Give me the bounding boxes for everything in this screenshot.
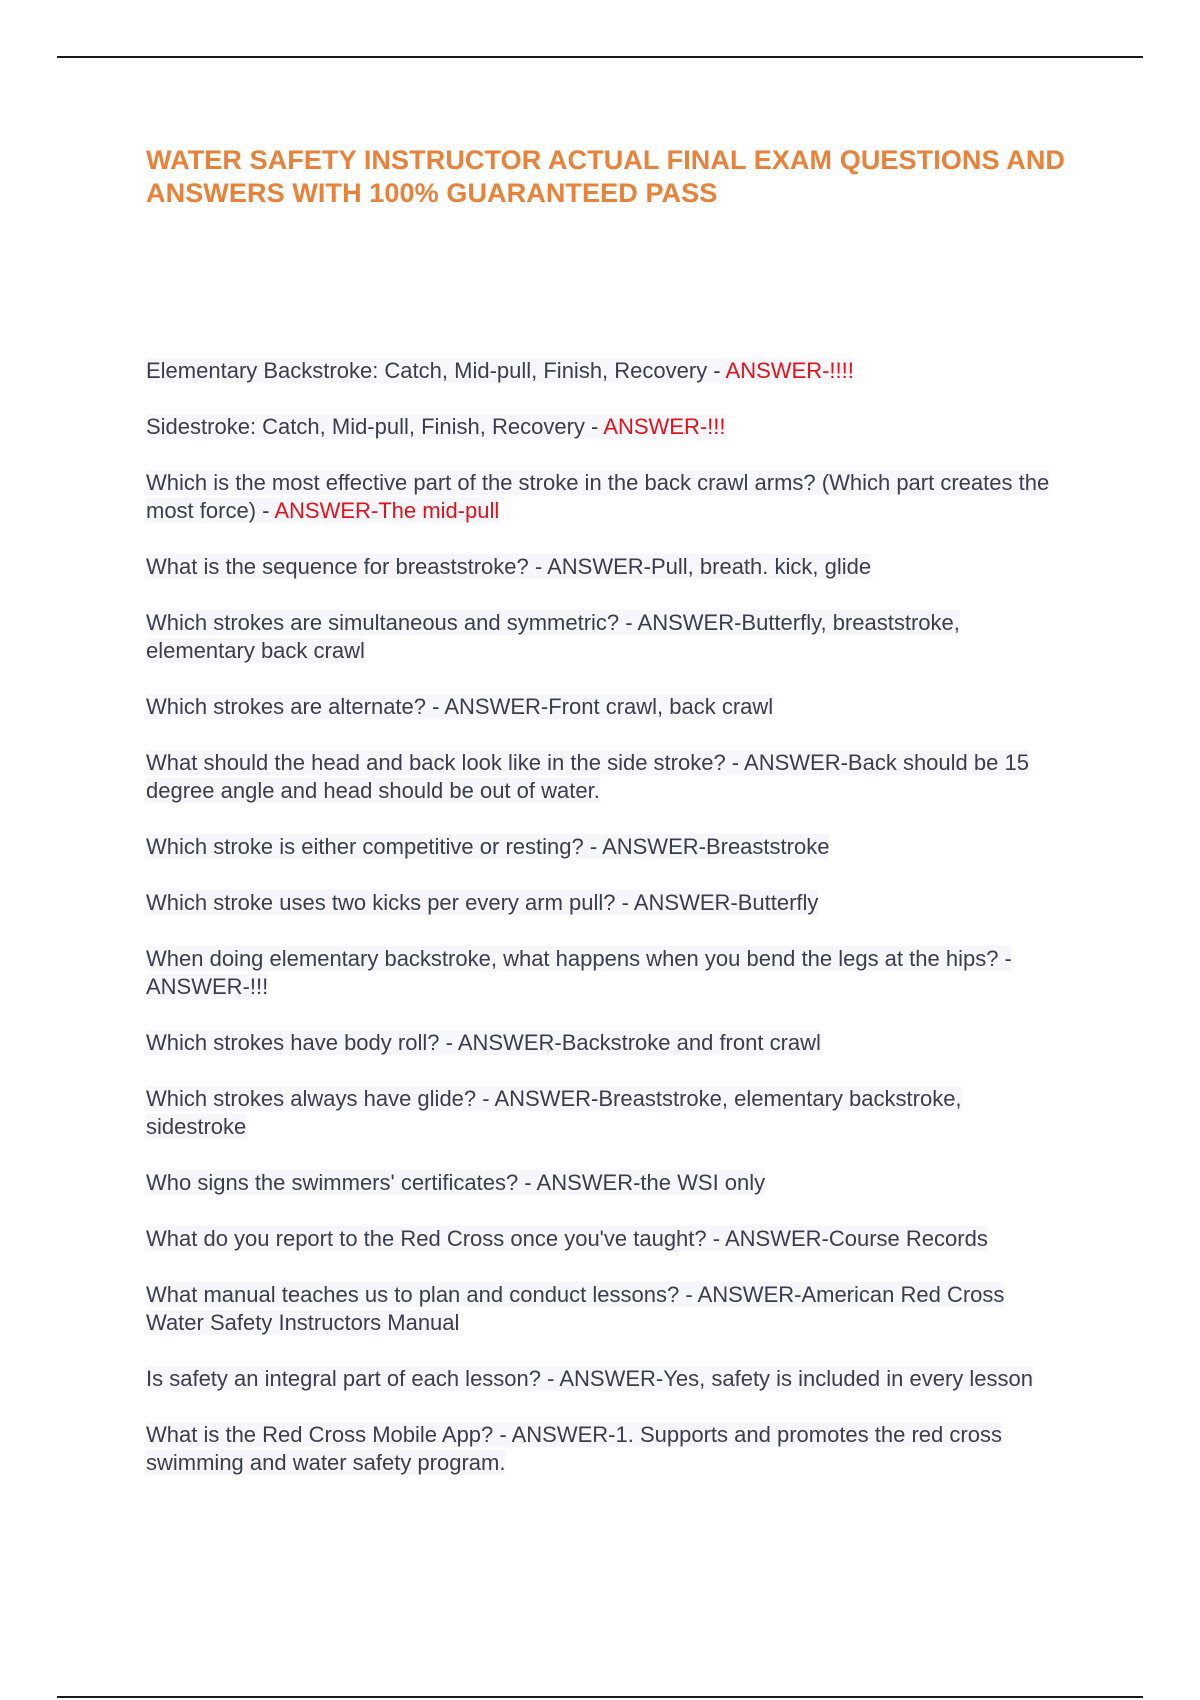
qa-item	[146, 1169, 1066, 1197]
question-text: Elementary Backstroke: Catch, Mid-pull, Finish, Recovery -	[146, 358, 726, 383]
qa-item	[146, 693, 1066, 721]
question-text: Sidestroke: Catch, Mid-pull, Finish, Recovery -	[146, 414, 604, 439]
bottom-rule	[57, 1696, 1143, 1698]
answer-text: ANSWER-!!!	[146, 974, 269, 999]
qa-text	[146, 1226, 988, 1251]
qa-item	[146, 1085, 1066, 1141]
qa-item	[146, 357, 1066, 385]
qa-item	[146, 889, 1066, 917]
answer-text: ANSWER-Front crawl, back crawl	[444, 694, 774, 719]
question-text: When doing elementary backstroke, what happens when you bend the legs at the hips? -	[146, 946, 1012, 971]
answer-text: ANSWER-Breaststroke, elementary backstroke, sidestroke	[146, 1086, 962, 1139]
qa-item	[146, 1281, 1066, 1337]
qa-text	[146, 610, 960, 663]
answer-text: ANSWER-Pull, breath. kick, glide	[547, 554, 872, 579]
qa-text	[146, 946, 1012, 999]
qa-text	[146, 1170, 765, 1195]
answer-text: ANSWER-Back should be 15 degree angle and head should be out of water.	[146, 750, 1029, 803]
qa-text	[146, 1030, 821, 1055]
qa-item	[146, 1029, 1066, 1057]
answer-text: ANSWER-Breaststroke	[602, 834, 830, 859]
qa-item	[146, 609, 1066, 665]
qa-item	[146, 1225, 1066, 1253]
qa-list	[146, 357, 1066, 1505]
question-text: Which strokes are simultaneous and symmetric? -	[146, 610, 638, 635]
question-text: Is safety an integral part of each lesson? -	[146, 1366, 560, 1391]
qa-text	[146, 834, 829, 859]
qa-text	[146, 890, 818, 915]
answer-text: ANSWER-Yes, safety is included in every lesson	[559, 1366, 1033, 1391]
answer-text: ANSWER-The mid-pull	[274, 498, 500, 523]
question-text: What should the head and back look like in the side stroke? -	[146, 750, 745, 775]
answer-text: ANSWER-Butterfly, breaststroke, elementary back crawl	[146, 610, 960, 663]
answer-text: ANSWER-Butterfly	[633, 890, 819, 915]
qa-item	[146, 749, 1066, 805]
qa-text	[146, 414, 726, 439]
document-title: WATER SAFETY INSTRUCTOR ACTUAL FINAL EXAM QUESTIONS AND ANSWERS WITH 100% GUARANTEED PASS	[146, 145, 1066, 208]
qa-text	[146, 358, 854, 383]
answer-text: ANSWER-Backstroke and front crawl	[457, 1030, 821, 1055]
qa-text	[146, 1086, 962, 1139]
qa-item	[146, 1421, 1066, 1477]
answer-text: ANSWER-the WSI only	[536, 1170, 766, 1195]
qa-item	[146, 945, 1066, 1001]
qa-item	[146, 833, 1066, 861]
question-text: Which strokes have body roll? -	[146, 1030, 458, 1055]
qa-text	[146, 554, 871, 579]
qa-text	[146, 470, 1049, 523]
qa-text	[146, 1282, 1004, 1335]
answer-text: ANSWER-1. Supports and promotes the red cross swimming and water safety program.	[146, 1422, 1002, 1475]
question-text: Which is the most effective part of the stroke in the back crawl arms? (Which part creates the most force) -	[146, 470, 1050, 523]
question-text: Which stroke is either competitive or resting? -	[146, 834, 603, 859]
question-text: What do you report to the Red Cross once you've taught? -	[146, 1226, 725, 1251]
answer-text: ANSWER-American Red Cross Water Safety Instructors Manual	[146, 1282, 1005, 1335]
question-text: What manual teaches us to plan and conduct lessons? -	[146, 1282, 698, 1307]
question-text: Who signs the swimmers' certificates? -	[146, 1170, 537, 1195]
question-text: Which strokes are alternate? -	[146, 694, 445, 719]
qa-text	[146, 694, 773, 719]
answer-text: ANSWER-!!!!	[725, 358, 854, 383]
qa-item	[146, 553, 1066, 581]
answer-text: ANSWER-!!!	[603, 414, 726, 439]
question-text: What is the Red Cross Mobile App? -	[146, 1422, 512, 1447]
top-rule	[57, 56, 1143, 58]
qa-item	[146, 1365, 1066, 1393]
question-text: Which strokes always have glide? -	[146, 1086, 495, 1111]
qa-text	[146, 750, 1029, 803]
qa-item	[146, 469, 1066, 525]
question-text: Which stroke uses two kicks per every arm pull? -	[146, 890, 634, 915]
qa-text	[146, 1422, 1002, 1475]
qa-item	[146, 413, 1066, 441]
question-text: What is the sequence for breaststroke? -	[146, 554, 548, 579]
answer-text: ANSWER-Course Records	[724, 1226, 988, 1251]
qa-text	[146, 1366, 1033, 1391]
